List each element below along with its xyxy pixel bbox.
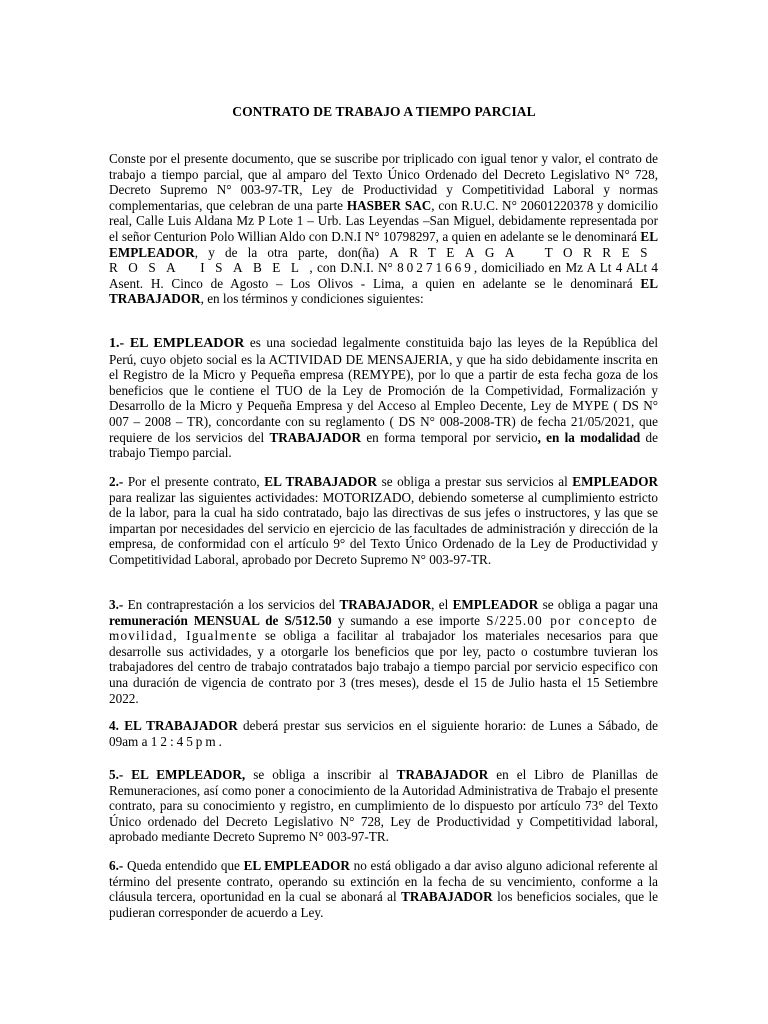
employer-term: EL EMPLEADOR: [243, 858, 350, 873]
clause-text: Por el presente contrato,: [123, 474, 265, 489]
intro-text: , y de la otra parte, don(ña): [194, 244, 390, 260]
clause-1-heading: 1.- EL EMPLEADOR: [109, 336, 245, 351]
end-time: 12:45pm: [150, 733, 219, 749]
clause-text: .: [218, 733, 222, 749]
worker-term: TRABAJADOR: [269, 429, 362, 445]
clause-text: se obliga a inscribir al: [245, 767, 397, 782]
clause-text: se obliga a pagar una: [538, 597, 658, 612]
clause-2: [109, 474, 658, 568]
modality-term: , en la modalidad: [537, 429, 641, 445]
employer-term: EMPLEADOR: [452, 597, 539, 612]
employer-term: EL EMPLEADOR: [109, 228, 658, 260]
clause-text: , el: [431, 597, 453, 612]
employer-term: EMPLEADOR: [572, 474, 658, 489]
salary-amount: remuneración MENSUAL de S/512.50: [109, 612, 332, 628]
clause-text: para realizar las siguientes actividades: MOTORIZADO, debiendo someterse al cumplimiento estricto de la labor, para la cual ha sido contratado, bajo las directivas de sus jefes o instructores, y las que se impartan por necesidades del servicio en ejercicio de las facultades de administración y dirección de la empresa, de conformidad con el artículo 9° del Texto Único Ordenado de la Ley de Productividad y Competitividad Laboral, aprobado por Decreto Supremo N° 003-97-TR.: [109, 489, 658, 567]
clause-1: [109, 335, 658, 461]
clause-text: los beneficios sociales, que le pudieran corresponder de acuerdo a Ley.: [109, 889, 658, 920]
clause-text: en forma temporal por servicio: [361, 429, 538, 445]
worker-term: TRABAJADOR: [339, 597, 432, 612]
intro-text: , con D.N.I. N°: [309, 260, 398, 276]
document-title: CONTRATO DE TRABAJO A TIEMPO PARCIAL: [232, 104, 536, 119]
clause-text: En contraprestación a los servicios del: [123, 597, 340, 612]
clause-text: se obliga a prestar sus servicios al: [377, 474, 573, 489]
intro-text: , con R.U.C. N° 20601220378 y domicilio real, Calle Luis Aldana Mz P Lote 1 – Urb. Las Leyendas –San Miguel, debidamente representada por el señor Centurion Polo Willian Aldo con D.N.I N° 10798297, a quien en adelante se le denominará: [109, 197, 658, 244]
worker-term: EL TRABAJADOR: [264, 474, 378, 489]
clause-6-number: 6.-: [109, 858, 124, 873]
company-name: HASBER SAC: [346, 197, 432, 213]
clause-text: Queda entendido que: [123, 858, 244, 873]
mobility-amount: S/225.00 por concepto de movilidad, Igualmente: [109, 612, 658, 644]
worker-term: EL TRABAJADOR: [109, 275, 658, 307]
clause-text: se obliga a facilitar al trabajador los materiales necesarios para que desarrolle sus actividades, y a otorgarle los beneficios que por ley, pacto o costumbre tuvieran los trabajadores del centro de trabajo contratados bajo trabajo a tiempo parcial por servicio especifico con una duración de vigencia de contrato por 3 (tres meses), desde el 15 de Julio hasta el 15 Setiembre 2022.: [109, 628, 659, 706]
clause-5-heading: 5.- EL EMPLEADOR,: [109, 767, 246, 782]
clause-text: no está obligado a dar aviso alguno adicional referente al término del presente contrato, operando su extinción en la fecha de su vencimiento, conforme a la cláusula tercera, oportunidad en la cual se abonará al: [109, 858, 658, 905]
intro-text: , domiciliado en Mz A Lt 4 ALt 4 Asent. H. Cinco de Agosto – Los Olivos - Lima, a quien en adelante se le denominará: [109, 260, 658, 291]
clause-5: [109, 767, 658, 845]
worker-term: TRABAJADOR: [396, 767, 489, 782]
clause-text: y sumando a ese importe: [331, 612, 487, 628]
clause-3-number: 3.-: [109, 597, 124, 612]
clause-4: [109, 718, 658, 749]
clause-text: es una sociedad legalmente constituida bajo las leyes de la República del Perú, cuyo objeto social es la ACTIVIDAD DE MENSAJERIA, y que ha sido debidamente inscrita en el Registro de la Micro y Pequeña empresa (REMYPE), por lo que a partir de esta fecha goza de los beneficios que le contiene el TUO de la Ley de Promoción de la Competividad, Formalización y Desarrollo de la Micro y Pequeña Empresa y del Acceso al Empleo Decente, Ley de MYPE ( DS N° 007 – 2008 – TR), concordante con su reglamento ( DS N° 008-2008-TR) de fecha 21/05/2021, que requiere de los servicios del: [109, 335, 658, 445]
worker-term: TRABAJADOR: [401, 889, 493, 905]
clause-text: de trabajo Tiempo parcial.: [109, 429, 658, 461]
clause-3: [109, 597, 658, 706]
intro-text: , en los términos y condiciones siguientes:: [200, 291, 424, 307]
clause-4-heading: 4. EL TRABAJADOR: [109, 718, 238, 733]
intro-paragraph: [109, 151, 658, 307]
clause-text: deberá prestar sus servicios en el siguiente horario: de Lunes a Sábado, de 09am a: [109, 718, 658, 749]
worker-dni: 80271669: [397, 260, 474, 276]
clause-2-number: 2.-: [109, 474, 124, 489]
intro-text: Conste por el presente documento, que se suscribe por triplicado con igual tenor y valor, el contrato de trabajo a tiempo parcial, que al amparo del Texto Único Ordenado del Decreto Legislativo N° 728, Decreto Supremo N° 003-97-TR, Ley de Productividad y Competitividad Laboral y normas complementarias, que celebran de una parte: [109, 151, 658, 213]
clause-text: en el Libro de Planillas de Remuneraciones, así como poner a conocimiento de la Autoridad Administrativa de Trabajo el presente contrato, para su conocimiento y registro, en cumplimiento de lo dispuesto por artículo 73° del Texto Único ordenado del Decreto Legislativo N° 728, Ley de Productividad y Competitividad laboral, aprobado mediante Decreto Supremo N° 003-97-TR.: [109, 767, 658, 845]
clause-6: [109, 858, 658, 920]
worker-name: ARTEAGA TORRES ROSA ISABEL: [109, 244, 658, 276]
